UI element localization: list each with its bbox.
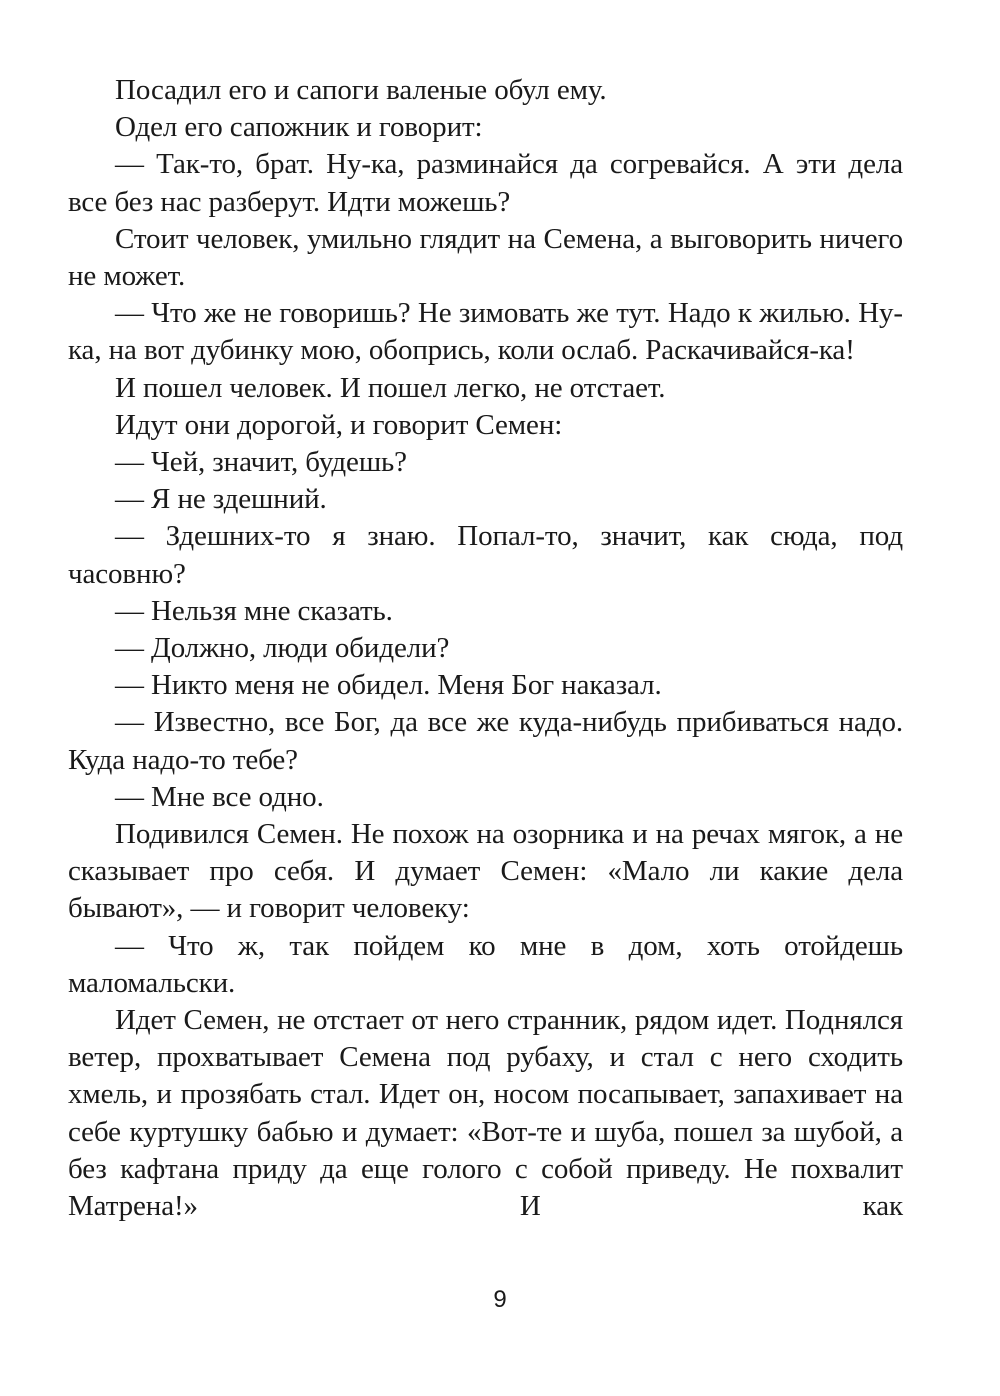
paragraph-12: — Должно, люди обидели? [115,632,450,665]
paragraph-1: Посадил его и сапоги валеные обул ему. [115,74,607,106]
paragraph-10: — Здешних-то я знаю. Попал-то, значит, как сюда, под часовню? [68,520,903,590]
paragraph-17: — Что ж, так пойдем ко мне в дом, хоть отойдешь маломальски. [68,929,903,999]
paragraph-8: — Чей, значит, будешь? [115,446,407,479]
paragraph-4: Стоит человек, умильно глядит на Семена, а выговорить ничего не может. [68,222,903,293]
page-text-area [68,72,903,1332]
paragraph-18: Идет Семен, не отстает от него странник, рядом идет. Поднялся ветер, прохватывает Семена под рубаху, и стал с него сходить хмель, и прозябать стал. Идет он, носом посапывает, запахивает на себе куртушку бабью и думает: «Вот-те и шуба, пошел за шубой, а без кафтана приду да еще голого с собой приведу. Не похвалит Матрена!» И как [68,1004,903,1223]
paragraph-5: — Что же не говоришь? Не зимовать же тут. Надо к жилью. Ну-ка, на вот дубинку мою, обопрись, коли ослаб. Раскачивайся-ка! [68,297,903,367]
paragraph-2: Одел его сапожник и говорит: [115,111,483,144]
paragraph-9: — Я не здешний. [115,483,327,516]
body-text [68,72,903,1225]
paragraph-13: — Никто меня не обидел. Меня Бог наказал. [115,669,662,702]
paragraph-3: — Так-то, брат. Ну-ка, разминайся да согревайся. А эти дела все без нас разберут. Идти можешь? [68,148,903,218]
paragraph-14: — Известно, все Бог, да все же куда-нибудь прибиваться надо. Куда надо-то тебе? [68,706,903,776]
paragraph-11: — Нельзя мне сказать. [115,594,393,627]
paragraph-16: Подивился Семен. Не похож на озорника и на речах мягок, а не сказывает про себя. И думает Семен: «Мало ли какие дела бывают», — и говорит человеку: [68,818,903,925]
paragraph-7: Идут они дорогой, и говорит Семен: [115,408,563,441]
paragraph-15: — Мне все одно. [115,780,324,813]
paragraph-6: И пошел человек. И пошел легко, не отстает. [115,371,666,404]
page-number: 9 [493,1286,507,1313]
